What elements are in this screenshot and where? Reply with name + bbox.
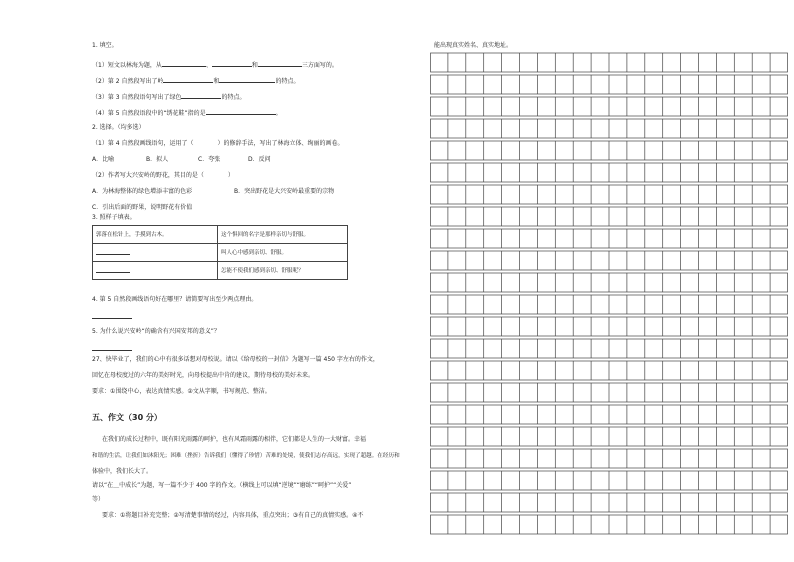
q2-option[interactable]: D．反问	[248, 156, 271, 163]
q2-option[interactable]: A．比喻	[92, 156, 115, 163]
table-cell: 郭落在松针上，手摸到古木。	[93, 226, 218, 244]
q1-d-post: 。	[275, 110, 282, 117]
answer-blank[interactable]	[206, 108, 276, 115]
answer-blank[interactable]	[212, 60, 252, 67]
answer-blank[interactable]	[162, 60, 206, 67]
composition-requirements: 要求：①将题目补充完整；②写清楚事情的经过，内容具体，重点突出；③有自己的真情实感。④不	[102, 512, 364, 519]
q1-c	[92, 92, 245, 102]
q27-line2: 回忆在母校度过的六年的美好时光，向母校提出中肯的建议，期待母校的美好未来。	[92, 372, 315, 379]
q2-option[interactable]: B．突出野花是大兴安岭最重要的宗物	[234, 188, 335, 195]
answer-blank[interactable]	[96, 248, 130, 255]
q2-option[interactable]: A．为林海整体的绿色增添丰富的色彩	[92, 188, 193, 195]
q3-table	[92, 225, 348, 280]
q27-line3: 要求：①围绕中心，表达真情实感。②文从字顺，书写规范、整洁。	[92, 388, 271, 395]
q4-answer	[92, 312, 132, 322]
q1-b-pre: （2）第 2 自然段写出了岭	[92, 78, 164, 85]
composition-para2: 和谐的生活，让我们如沐阳光；困难（挫折）告诉我们（懂得了珍惜）苦难的处境，使我们志存高远，实现了超越。在经历和	[92, 453, 400, 459]
table-cell: 这个惧回的名字是那样亲切与舒服。	[218, 226, 348, 244]
q1-title: 1. 填空。	[92, 42, 118, 49]
composition-para1: 在我们的成长过程中，既有阳光雨露的呵护，也有风霜雨露的相伴，它们都是人生的一大财富。幸福	[102, 436, 367, 443]
q1-a-pre: （1）短文以林海为题，从	[92, 62, 162, 69]
table-cell-input[interactable]	[93, 244, 218, 262]
composition-para5: 等）	[92, 496, 105, 503]
q1-d	[92, 108, 282, 118]
table-row	[93, 262, 348, 280]
q1-a-mid2: 和	[251, 62, 258, 69]
table-cell-input[interactable]	[93, 262, 218, 280]
q2-a-options	[92, 156, 298, 164]
answer-blank[interactable]	[258, 60, 302, 67]
q2-a: （1）第 4 自然段画线语句，运用了（ ）的修辞手法，写出了林海立体、绚丽的画卷。	[92, 140, 344, 147]
writing-grid[interactable]	[430, 52, 788, 536]
q1-b	[92, 76, 299, 86]
answer-blank[interactable]	[92, 312, 132, 319]
q1-b-post: 的特点。	[275, 78, 300, 85]
right-note: 能出现真实姓名、真实地址。	[434, 42, 513, 49]
section-title: 五、作文（30 分）	[92, 413, 162, 422]
q2-b-options-row1	[92, 188, 334, 196]
q27-line1: 27、快毕业了，我们的心中有很多话想对母校说。请以《给母校的一封信》为题写一篇 450 字左右的作文，	[92, 356, 379, 363]
composition-para3: 体验中，我们长大了。	[92, 468, 153, 475]
q5-text: 5. 为什么说兴安岭“的确含有兴国安邦的意义”？	[92, 328, 220, 335]
q2-option[interactable]: B．拟人	[146, 156, 169, 163]
q3-title: 3. 照样子填表。	[92, 214, 136, 221]
q1-b-mid: 和	[213, 78, 220, 85]
q2-option[interactable]: C．夸张	[198, 156, 221, 163]
q2-b: （2）作者写大兴安岭的野花，其目的是（ ）	[92, 172, 234, 179]
q1-a-post: 三方面写的。	[301, 62, 338, 69]
q1-d-pre: （4）第 5 自然段语段中的“绣花鞋”指的是	[92, 110, 206, 117]
answer-blank[interactable]	[181, 92, 221, 99]
answer-blank[interactable]	[96, 266, 130, 273]
answer-blank[interactable]	[92, 344, 132, 351]
table-row	[93, 226, 348, 244]
q1-c-post: 的特点。	[221, 94, 246, 101]
table-cell: 怎能不使我们感到亲切、舒服呢？	[218, 262, 348, 280]
q1-c-pre: （3）第 3 自然段语句写出了绿色	[92, 94, 182, 101]
q5-answer	[92, 344, 132, 354]
table-cell: 叫人心中感到亲切、舒服。	[218, 244, 348, 262]
q2-option[interactable]: C．引出后面的野果，说明野花有价值	[92, 204, 193, 211]
q4-text: 4. 第 5 自然段画线语句好在哪里？请简要写出至少两点理由。	[92, 296, 258, 303]
q1-a-mid1: 、	[205, 62, 212, 69]
q1-a	[92, 60, 338, 70]
composition-para4: 请以“在＿中成长”为题，写一篇不少于 400 字的作文。（横线上可以填“逆境”“磨练”“呵护”“关爱”	[92, 482, 352, 489]
q2-title: 2. 选择。（均多选）	[92, 124, 145, 131]
answer-blank[interactable]	[163, 76, 213, 83]
answer-blank[interactable]	[219, 76, 275, 83]
table-row	[93, 244, 348, 262]
